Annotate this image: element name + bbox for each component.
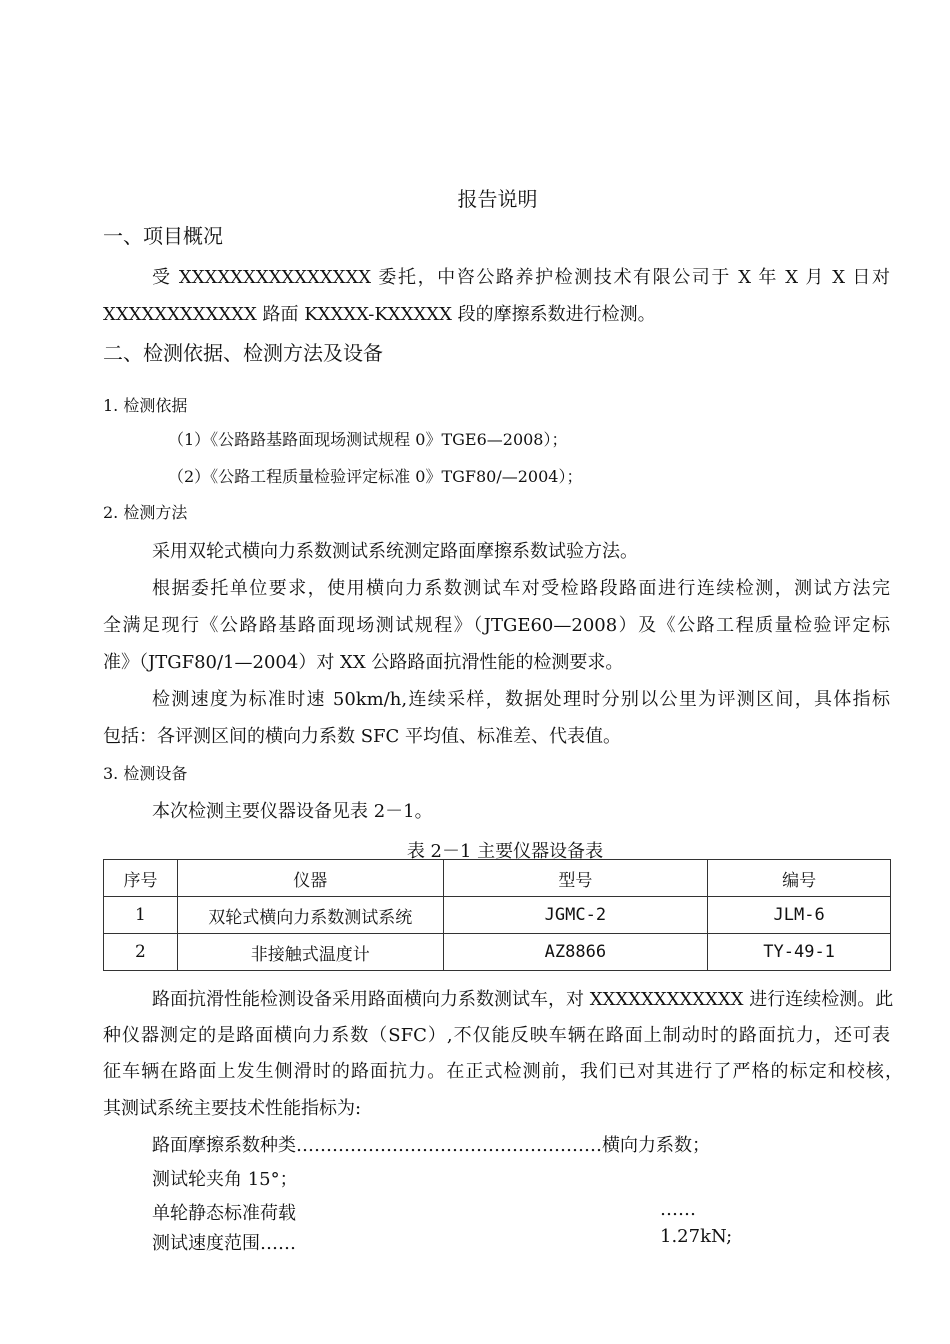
table-header-cell: 编号 xyxy=(708,860,891,897)
overview-paragraph-line1: 受 XXXXXXXXXXXXXXX 委托，中咨公路养护检测技术有限公司于 X 年 X 月 X 日对 xyxy=(152,267,890,288)
spec-wheel-angle: 测试轮夹角 15°； xyxy=(152,1169,298,1190)
equipment-paragraph-line3: 征车辆在路面上发生侧滑时的路面抗力。在正式检测前，我们已对其进行了严格的标定和校核， xyxy=(103,1061,903,1082)
table-header-cell: 型号 xyxy=(443,860,708,897)
table-cell: 2 xyxy=(104,934,178,971)
table-cell: JGMC-2 xyxy=(443,897,708,934)
spec-static-load-label: 单轮静态标准荷载 xyxy=(152,1203,296,1224)
spec-static-load-dots: …… xyxy=(660,1199,696,1220)
method-paragraph-2-line2: 全满足现行《公路路基路面现场测试规程》（JTGE60—2008）及《公路工程质量检验评定标 xyxy=(103,615,890,636)
method-paragraph-1: 采用双轮式横向力系数测试系统测定路面摩擦系数试验方法。 xyxy=(152,541,638,562)
page-title: 报告说明 xyxy=(457,187,538,211)
table-header-cell: 仪器 xyxy=(177,860,443,897)
section-heading-methods: 二、检测依据、检测方法及设备 xyxy=(103,341,383,365)
spec-speed-range-label: 测试速度范围…… xyxy=(152,1233,296,1254)
subheading-method: 2. 检测方法 xyxy=(103,503,188,522)
subheading-equipment: 3. 检测设备 xyxy=(103,764,188,783)
equipment-paragraph-line2: 种仪器测定的是路面横向力系数（SFC）,不仅能反映车辆在路面上制动时的路面抗力，还可表 xyxy=(103,1025,890,1046)
table-cell: JLM-6 xyxy=(708,897,891,934)
subheading-basis: 1. 检测依据 xyxy=(103,396,188,415)
section-heading-overview: 一、项目概况 xyxy=(103,224,223,248)
reference-item-2: （2）《公路工程质量检验评定标准 0》TGF80/—2004）； xyxy=(168,467,583,486)
table-cell: AZ8866 xyxy=(443,934,708,971)
table-cell: 双轮式横向力系数测试系统 xyxy=(177,897,443,934)
method-paragraph-3-line1: 检测速度为标准时速 50km/h,连续采样，数据处理时分别以公里为评测区间，具体指标 xyxy=(152,689,890,710)
equipment-paragraph-line4: 其测试系统主要技术性能指标为: xyxy=(103,1098,362,1119)
method-paragraph-2-line1: 根据委托单位要求，使用横向力系数测试车对受检路段路面进行连续检测，测试方法完 xyxy=(152,578,890,599)
table-cell: 1 xyxy=(104,897,178,934)
table-row xyxy=(104,934,891,971)
equipment-table xyxy=(103,859,891,971)
spec-friction-type: 路面摩擦系数种类……………………………………………横向力系数； xyxy=(152,1135,710,1156)
table-caption: 表 2－1 主要仪器设备表 xyxy=(406,841,604,862)
table-cell: TY-49-1 xyxy=(708,934,891,971)
equipment-intro: 本次检测主要仪器设备见表 2－1。 xyxy=(152,801,433,822)
table-header-cell: 序号 xyxy=(104,860,178,897)
table-row xyxy=(104,897,891,934)
overview-paragraph-line2: XXXXXXXXXXXX 路面 KXXXX-KXXXXX 段的摩擦系数进行检测。 xyxy=(103,304,656,325)
method-paragraph-3-line2: 包括：各评测区间的横向力系数 SFC 平均值、标准差、代表值。 xyxy=(103,726,622,747)
method-paragraph-2-line3: 准》（JTGF80/1—2004）对 XX 公路路面抗滑性能的检测要求。 xyxy=(103,652,624,673)
reference-item-1: （1）《公路路基路面现场测试规程 0》TGE6—2008）； xyxy=(168,430,568,449)
table-header-row xyxy=(104,860,891,897)
equipment-paragraph-line1: 路面抗滑性能检测设备采用路面横向力系数测试车，对 XXXXXXXXXXXX 进行连续检测。此 xyxy=(152,989,894,1010)
table-cell: 非接触式温度计 xyxy=(177,934,443,971)
spec-speed-range-value: 1.27kN; xyxy=(660,1226,733,1247)
